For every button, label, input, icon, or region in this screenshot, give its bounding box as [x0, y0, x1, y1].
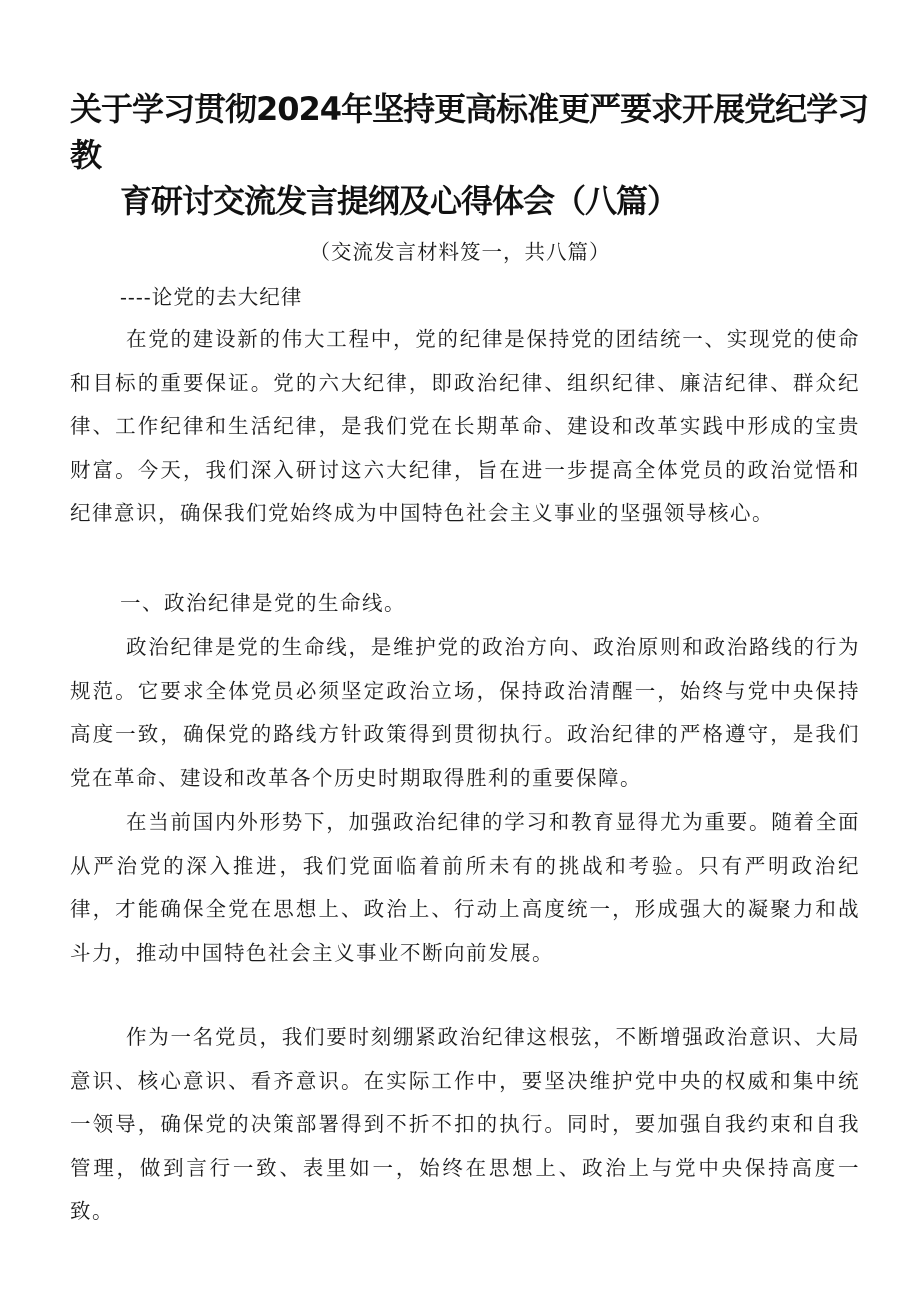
body-paragraph: 在当前国内外形势下，加强政治纪律的学习和教育显得尤为重要。随着全面从严治党的深入推进，我们党面临着前所未有的挑战和考验。只有严明政治纪律，才能确保全党在思想上、政治上、行动上高度统一，形成强大的凝聚力和战斗力，推动中国特色社会主义事业不断向前发展。: [70, 810, 860, 965]
document-tagline: ----论党的去大纪律: [120, 285, 303, 309]
intro-paragraph: 在党的建设新的伟大工程中，党的纪律是保持党的团结统一、实现党的使命和目标的重要保证。党的六大纪律，即政治纪律、组织纪律、廉洁纪律、群众纪律、工作纪律和生活纪律，是我们党在长期革命、建设和改革实践中形成的宝贵财富。今天，我们深入研讨这六大纪律，旨在进一步提高全体党员的政治觉悟和纪律意识，确保我们党始终成为中国特色社会主义事业的坚强领导核心。: [70, 327, 860, 525]
title-line-1: 关于学习贯彻2024年坚持更高标准更严要求开展党纪学习教: [70, 90, 869, 174]
document-subtitle: （交流发言材料笈一，共八篇）: [309, 240, 611, 264]
section-heading: 一、政治纪律是党的生命线。: [120, 591, 406, 615]
document-title: [70, 86, 870, 224]
title-line-2: 育研讨交流发言提纲及心得体会（八篇）: [120, 182, 679, 220]
body-paragraph: 政治纪律是党的生命线，是维护党的政治方向、政治原则和政治路线的行为规范。它要求全体党员必须坚定政治立场，保持政治清醒一，始终与党中央保持高度一致，确保党的路线方针政策得到贯彻执行。政治纪律的严格遵守，是我们党在革命、建设和改革各个历史时期取得胜利的重要保障。: [70, 635, 860, 790]
body-paragraph: 作为一名党员，我们要时刻绷紧政治纪律这根弦，不断增强政治意识、大局意识、核心意识、看齐意识。在实际工作中，要坚决维护党中央的权威和集中统一领导，确保党的决策部署得到不折不扣的执行。同时，要加强自我约束和自我管理，做到言行一致、表里如一，始终在思想上、政治上与党中央保持高度一致。: [70, 1025, 860, 1223]
